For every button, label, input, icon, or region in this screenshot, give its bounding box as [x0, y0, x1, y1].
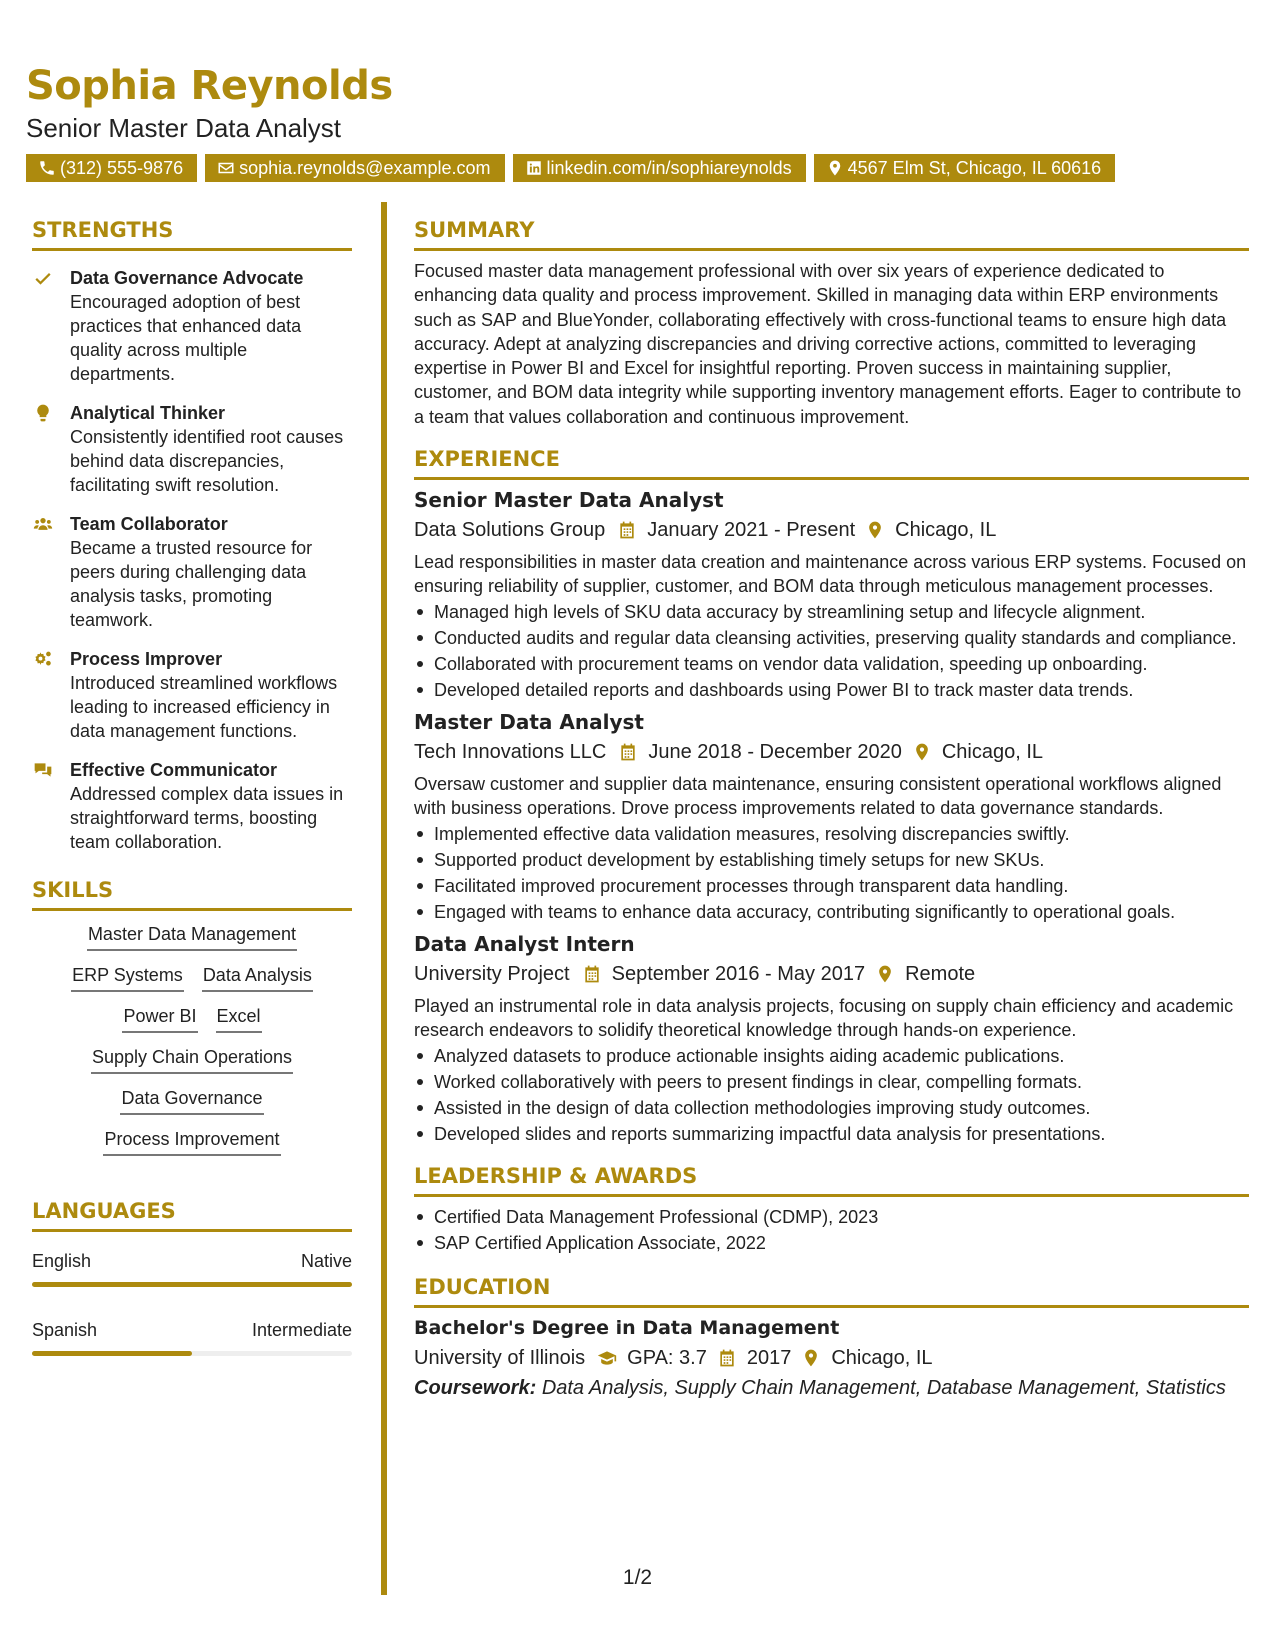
- map-pin-icon: [801, 1348, 821, 1368]
- graduation-cap-icon: [597, 1348, 617, 1368]
- job-company: Data Solutions Group: [414, 519, 606, 542]
- skill-tag: Data Governance: [120, 1085, 263, 1115]
- language-proficiency-fill: [32, 1351, 192, 1356]
- awards-list: [414, 1205, 1249, 1255]
- coursework: [414, 1374, 1249, 1402]
- map-pin-icon: [865, 520, 885, 540]
- strengths-heading: STRENGTHS: [32, 216, 352, 251]
- language-name: Spanish: [32, 1320, 98, 1340]
- calendar-icon: [582, 964, 602, 984]
- list-item: Developed slides and reports summarizing impactful data analysis for presentations.: [414, 1122, 1249, 1146]
- language-proficiency-bar: [32, 1282, 352, 1287]
- gpa: GPA: 3.7: [627, 1347, 707, 1370]
- job-meta: [414, 738, 1249, 766]
- job-location: Chicago, IL: [941, 741, 1044, 764]
- linkedin-icon: [525, 159, 543, 177]
- list-item: Developed detailed reports and dashboards using Power BI to track master data trends.: [414, 678, 1249, 702]
- cogs-icon: [32, 649, 54, 669]
- contact-email[interactable]: [205, 154, 504, 182]
- contact-email-text: sophia.reynolds@example.com: [239, 158, 491, 178]
- strength-desc: Introduced streamlined workflows leading to increased efficiency in data management functions.: [70, 673, 338, 741]
- school-location: Chicago, IL: [831, 1347, 933, 1370]
- job-location: Chicago, IL: [895, 519, 997, 542]
- list-item: Certified Data Management Professional (CDMP), 2023: [414, 1205, 1249, 1229]
- coursework-list: Data Analysis, Supply Chain Management, Database Management, Statistics: [541, 1377, 1226, 1400]
- graduation-year: 2017: [746, 1347, 792, 1370]
- language-level: Native: [300, 1251, 352, 1271]
- job-entry: [414, 708, 1249, 924]
- contact-phone-text: (312) 555-9876: [60, 158, 184, 178]
- candidate-title: Senior Master Data Analyst: [26, 113, 342, 143]
- job-location: Remote: [905, 963, 976, 986]
- resume-header: [26, 62, 1256, 182]
- lightbulb-icon: [32, 403, 54, 423]
- contact-address: [814, 154, 1116, 182]
- calendar-icon: [717, 1348, 737, 1368]
- strength-title: Data Governance Advocate: [70, 268, 304, 288]
- school-name: University of Illinois: [414, 1347, 586, 1370]
- language-item: [32, 1317, 352, 1356]
- column-divider: [381, 202, 387, 1595]
- experience-heading: EXPERIENCE: [414, 445, 1249, 480]
- job-description: Played an instrumental role in data analysis projects, focusing on supply chain efficiency and academic research endeavors to solidify theoretical knowledge through hands-on experience.: [414, 996, 1234, 1041]
- job-company: Tech Innovations LLC: [414, 741, 607, 764]
- strength-item: [32, 647, 352, 743]
- list-item: Worked collaboratively with peers to present findings in clear, compelling formats.: [414, 1070, 1249, 1094]
- language-name: English: [32, 1251, 92, 1271]
- job-company: University Project: [414, 963, 570, 986]
- strength-title: Effective Communicator: [70, 760, 278, 780]
- map-pin-icon: [875, 964, 895, 984]
- list-item: Analyzed datasets to produce actionable insights aiding academic publications.: [414, 1044, 1249, 1068]
- skills-list: [32, 921, 352, 1167]
- contact-linkedin[interactable]: [513, 154, 806, 182]
- contact-bar: [26, 154, 1256, 182]
- list-item: Engaged with teams to enhance data accuracy, contributing significantly to operational goals.: [414, 900, 1249, 924]
- strength-title: Process Improver: [70, 649, 223, 669]
- strength-desc: Became a trusted resource for peers during challenging data analysis tasks, promoting teamwork.: [70, 538, 313, 630]
- users-icon: [32, 514, 54, 534]
- job-dates: June 2018 - December 2020: [648, 741, 902, 764]
- strength-title: Team Collaborator: [70, 514, 228, 534]
- calendar-icon: [618, 742, 638, 762]
- education-entry: [414, 1314, 1249, 1402]
- job-bullets: [414, 600, 1249, 702]
- job-meta: [414, 516, 1249, 544]
- languages-heading: LANGUAGES: [32, 1197, 352, 1232]
- degree-title: Bachelor's Degree in Data Management: [414, 1317, 840, 1340]
- summary-text: Focused master data management professional with over six years of experience dedicated to enhancing data quality and process improvement. Skilled in managing data within ERP environments such as SAP and BlueYonder, collaborating effectively with cross-functional teams to ensure high data accuracy. Adept at analyzing discrepancies and driving corrective actions, committed to leveraging expertise in Power BI and Excel for insightful reporting. Proven success in maintaining supplier, customer, and BOM data integrity while supporting inventory management efforts. Eager to contribute to a team that values collaboration and continuous improvement.: [414, 261, 1242, 427]
- skills-heading: SKILLS: [32, 876, 352, 911]
- left-column: [32, 216, 352, 1356]
- strength-item: [32, 758, 352, 854]
- job-description: Oversaw customer and supplier data maintenance, ensuring consistent operational workflows aligned with business operations. Drove process improvements related to data governance standards.: [414, 774, 1222, 819]
- skill-tag: Supply Chain Operations: [91, 1044, 293, 1074]
- skill-tag: Power BI: [122, 1003, 197, 1033]
- strength-desc: Addressed complex data issues in straightforward terms, boosting team collaboration.: [70, 784, 344, 852]
- job-title: Senior Master Data Analyst: [414, 488, 724, 513]
- summary-heading: SUMMARY: [414, 216, 1249, 251]
- skill-tag: ERP Systems: [71, 962, 184, 992]
- page-number: 1/2: [622, 1566, 653, 1589]
- awards-heading: LEADERSHIP & AWARDS: [414, 1162, 1249, 1197]
- job-title: Master Data Analyst: [414, 710, 644, 735]
- job-entry: [414, 930, 1249, 1146]
- language-item: [32, 1248, 352, 1287]
- envelope-icon: [217, 159, 235, 177]
- language-proficiency-bar: [32, 1351, 352, 1356]
- list-item: Conducted audits and regular data cleansing activities, preserving quality standards and compliance.: [414, 626, 1249, 650]
- education-meta: [414, 1344, 1249, 1372]
- language-proficiency-fill: [32, 1282, 352, 1287]
- job-description: Lead responsibilities in master data creation and maintenance across various ERP systems. Focused on ensuring reliability of supplier, customer, and BOM data through meticulous management processes.: [414, 552, 1247, 597]
- phone-icon: [38, 159, 56, 177]
- list-item: Collaborated with procurement teams on vendor data validation, speeding up onboarding.: [414, 652, 1249, 676]
- list-item: Implemented effective data validation measures, resolving discrepancies swiftly.: [414, 822, 1249, 846]
- contact-phone[interactable]: [26, 154, 197, 182]
- contact-address-text: 4567 Elm St, Chicago, IL 60616: [847, 158, 1102, 178]
- skill-tag: Data Analysis: [202, 962, 313, 992]
- job-dates: January 2021 - Present: [647, 519, 856, 542]
- education-heading: EDUCATION: [414, 1273, 1249, 1308]
- skill-tag: Master Data Management: [87, 921, 297, 951]
- job-entry: [414, 486, 1249, 702]
- job-bullets: [414, 822, 1249, 924]
- strength-desc: Consistently identified root causes behind data discrepancies, facilitating swift resolution.: [70, 427, 344, 495]
- job-bullets: [414, 1044, 1249, 1146]
- check-icon: [32, 268, 54, 288]
- calendar-icon: [617, 520, 637, 540]
- strength-item: [32, 401, 352, 497]
- job-title: Data Analyst Intern: [414, 932, 635, 957]
- list-item: Managed high levels of SKU data accuracy by streamlining setup and lifecycle alignment.: [414, 600, 1249, 624]
- skill-tag: Excel: [216, 1003, 262, 1033]
- list-item: Facilitated improved procurement processes through transparent data handling.: [414, 874, 1249, 898]
- right-column: [414, 216, 1249, 1402]
- map-pin-icon: [912, 742, 932, 762]
- strength-item: [32, 512, 352, 632]
- map-pin-icon: [826, 159, 844, 177]
- language-level: Intermediate: [251, 1320, 352, 1340]
- comments-icon: [32, 760, 54, 780]
- strength-item: [32, 266, 352, 386]
- strength-desc: Encouraged adoption of best practices that enhanced data quality across multiple departments.: [70, 292, 302, 384]
- candidate-name: Sophia Reynolds: [26, 63, 393, 109]
- job-dates: September 2016 - May 2017: [611, 963, 866, 986]
- coursework-label: Coursework:: [414, 1377, 537, 1400]
- job-meta: [414, 960, 1249, 988]
- list-item: SAP Certified Application Associate, 2022: [414, 1231, 1249, 1255]
- strength-title: Analytical Thinker: [70, 403, 226, 423]
- list-item: Supported product development by establishing timely setups for new SKUs.: [414, 848, 1249, 872]
- list-item: Assisted in the design of data collection methodologies improving study outcomes.: [414, 1096, 1249, 1120]
- skill-tag: Process Improvement: [103, 1126, 280, 1156]
- contact-linkedin-text: linkedin.com/in/sophiareynolds: [546, 158, 792, 178]
